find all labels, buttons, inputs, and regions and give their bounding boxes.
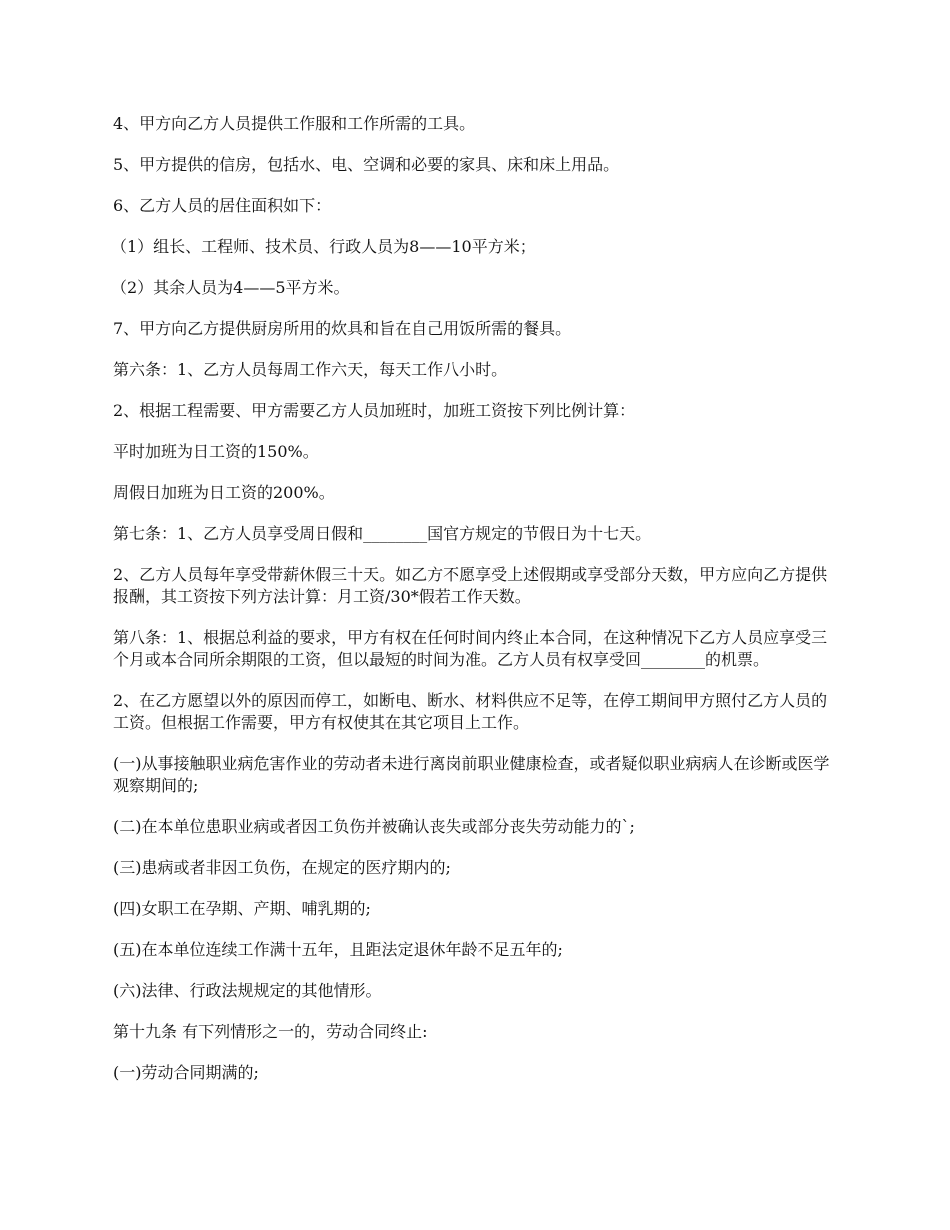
- paragraph-clause-6-living-area: 6、乙方人员的居住面积如下：: [113, 196, 332, 215]
- paragraph-condition-1: (一)从事接触职业病危害作业的劳动者未进行离岗前职业健康检查，或者疑似职业病病人在诊断或医学观察期间的;: [113, 754, 830, 795]
- paragraph-condition-3: (三)患病或者非因工负伤，在规定的医疗期内的;: [113, 858, 451, 877]
- paragraph-article-7-holidays: 第七条：1、乙方人员享受周日假和________国官方规定的节假日为十七天。: [113, 524, 652, 543]
- paragraph-living-area-item-2: （2）其余人员为4——5平方米。: [111, 278, 350, 297]
- paragraph-article-8-termination: 第八条：1、根据总利益的要求，甲方有权在任何时间内终止本合同，在这种情况下乙方人员应享受三个月或本合同所余期限的工资，但以最短的时间为准。乙方人员有权享受回________的机票。: [113, 628, 828, 669]
- paragraph-condition-4: (四)女职工在孕期、产期、哺乳期的;: [113, 899, 371, 918]
- paragraph-condition-5: (五)在本单位连续工作满十五年，且距法定退休年龄不足五年的;: [113, 940, 563, 959]
- paragraph-article-6-overtime: 2、根据工程需要、甲方需要乙方人员加班时，加班工资按下列比例计算：: [113, 401, 636, 420]
- paragraph-article-8-work-stoppage: 2、在乙方愿望以外的原因而停工，如断电、断水、材料供应不足等，在停工期间甲方照付乙方人员的工资。但根据工作需要，甲方有权使其在其它项目上工作。: [113, 691, 828, 732]
- paragraph-clause-4-work-clothes: 4、甲方向乙方人员提供工作服和工作所需的工具。: [113, 114, 476, 133]
- paragraph-article-7-paid-leave: 2、乙方人员每年享受带薪休假三十天。如乙方不愿享受上述假期或享受部分天数，甲方应向乙方提供报酬，其工资按下列方法计算：月工资/30*假若工作天数。: [113, 565, 828, 606]
- paragraph-article-19-item-1: (一)劳动合同期满的;: [113, 1063, 259, 1082]
- document-body: [113, 113, 840, 1103]
- paragraph-article-19-heading: 第十九条 有下列情形之一的，劳动合同终止:: [113, 1022, 428, 1041]
- paragraph-overtime-weekday: 平时加班为日工资的150%。: [113, 442, 319, 461]
- paragraph-clause-5-housing: 5、甲方提供的信房，包括水、电、空调和必要的家具、床和床上用品。: [113, 155, 620, 174]
- paragraph-article-6-working-hours: 第六条：1、乙方人员每周工作六天，每天工作八小时。: [113, 360, 508, 379]
- paragraph-condition-2: (二)在本单位患职业病或者因工负伤并被确认丧失或部分丧失劳动能力的`;: [113, 817, 635, 836]
- paragraph-living-area-item-1: （1）组长、工程师、技术员、行政人员为8——10平方米；: [111, 237, 536, 256]
- paragraph-overtime-holiday: 周假日加班为日工资的200%。: [113, 483, 335, 502]
- paragraph-clause-7-kitchenware: 7、甲方向乙方提供厨房所用的炊具和旨在自己用饭所需的餐具。: [113, 319, 572, 338]
- paragraph-condition-6: (六)法律、行政法规规定的其他情形。: [113, 981, 382, 1000]
